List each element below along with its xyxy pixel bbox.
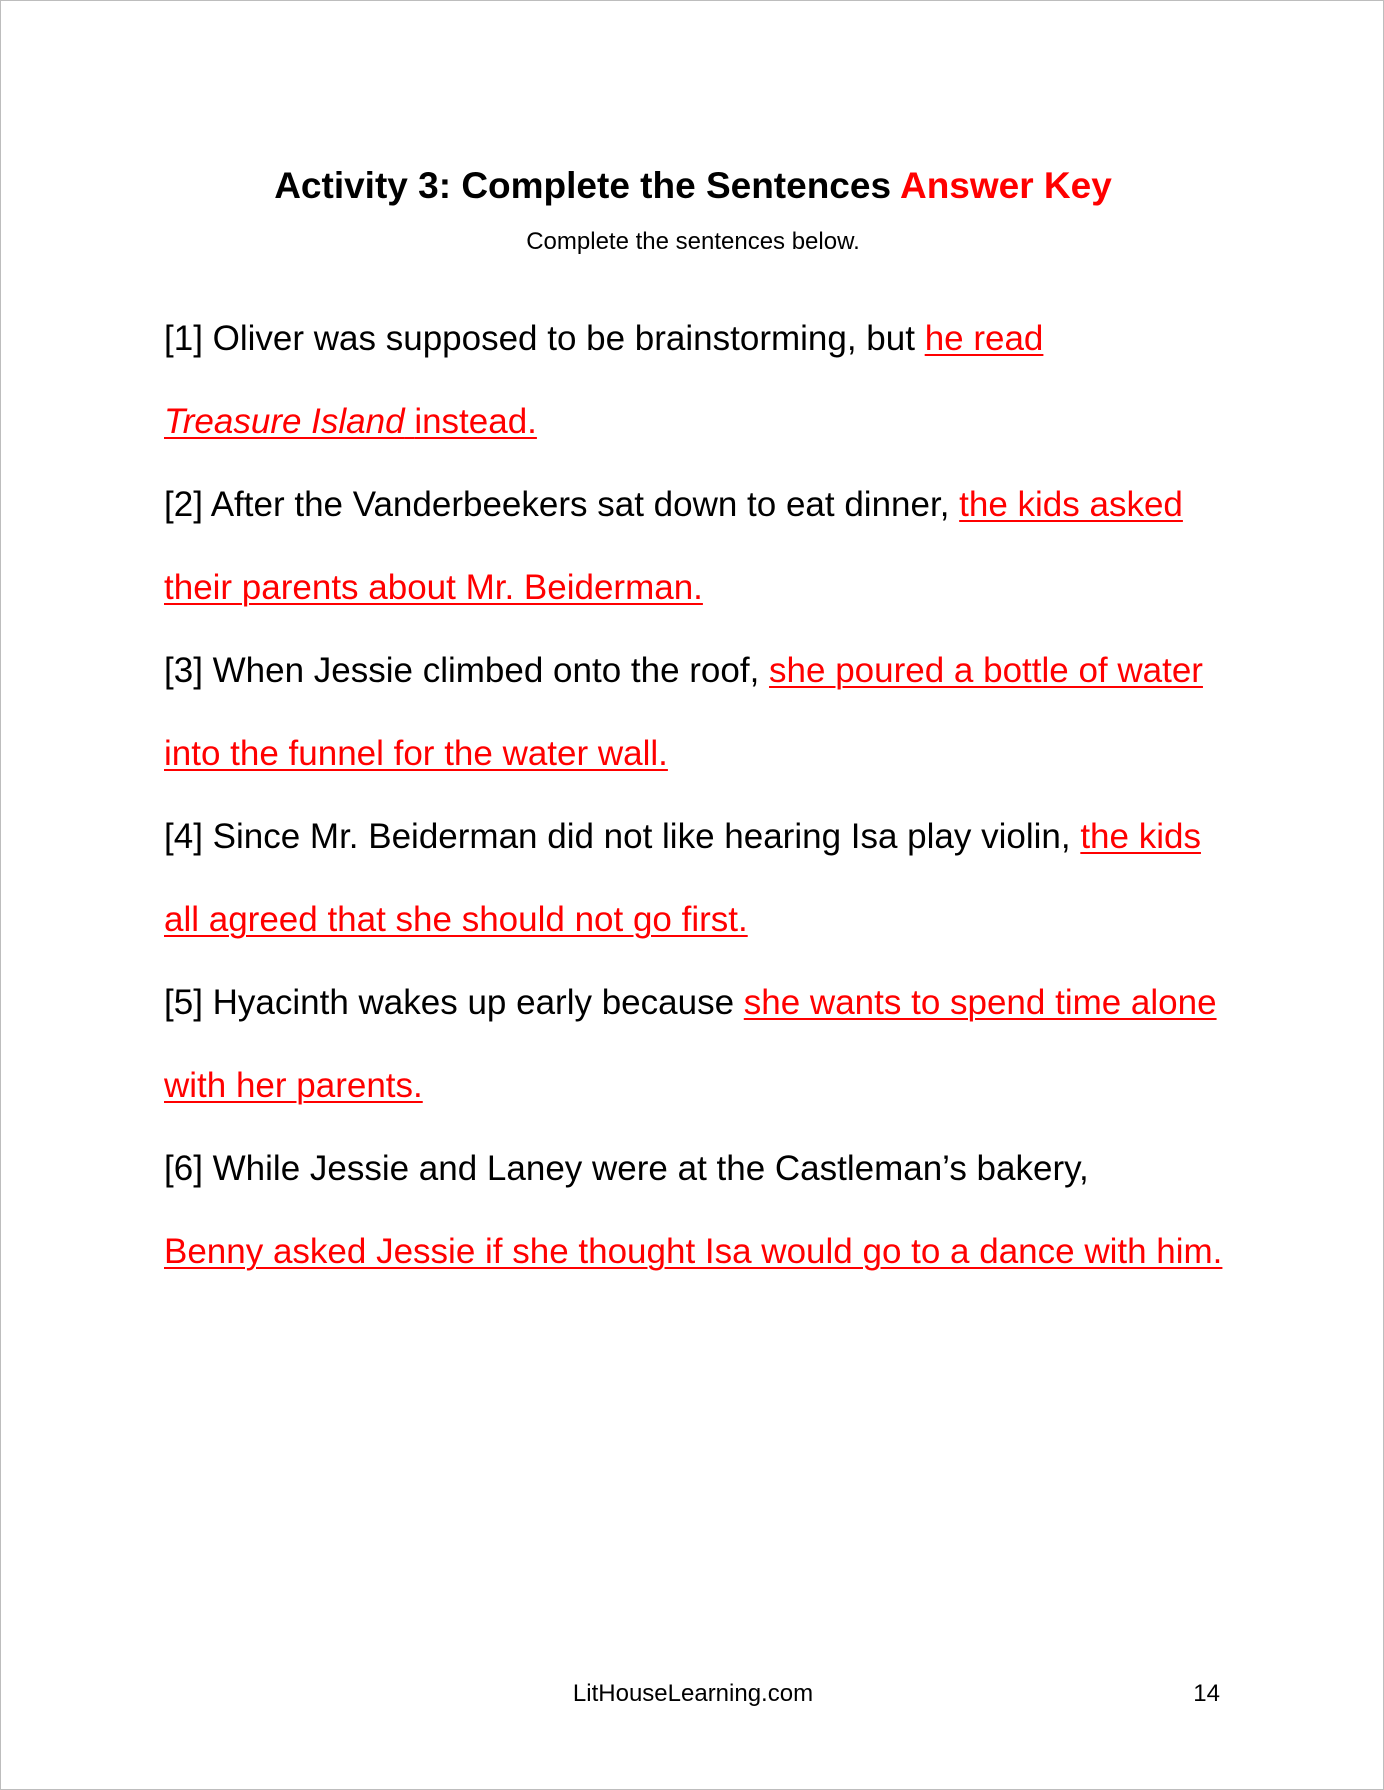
page-title: [1, 163, 1384, 209]
sentence-prompt: [5] Hyacinth wakes up early because: [164, 983, 735, 1022]
sentence-3: [164, 629, 1239, 795]
answer-suffix: instead.: [414, 402, 537, 441]
sentence-prompt: [2] After the Vanderbeekers sat down to eat dinner,: [164, 485, 950, 524]
sentence-list: [164, 297, 1239, 1293]
sentence-prompt: [3] When Jessie climbed onto the roof,: [164, 651, 760, 690]
sentence-4: [164, 795, 1239, 961]
answer-prefix: he read: [924, 319, 1044, 358]
sentence-answer: the kids all agreed that she should not go first.: [164, 817, 1201, 939]
sentence-prompt: [6] While Jessie and Laney were at the Castleman’s bakery,: [164, 1149, 1089, 1188]
instructions: Complete the sentences below.: [526, 228, 860, 255]
sentence-prompt: [4] Since Mr. Beiderman did not like hearing Isa play violin,: [164, 817, 1071, 856]
sentence-2: [164, 463, 1239, 629]
sentence-answer: she wants to spend time alone with her parents.: [164, 983, 1217, 1105]
sentence-prompt: [1] Oliver was supposed to be brainstorming, but: [164, 319, 915, 358]
footer-website: LitHouseLearning.com: [572, 1680, 814, 1707]
sentence-6: [164, 1127, 1239, 1293]
book-title: Treasure Island: [164, 402, 405, 441]
sentence-answer: Benny asked Jessie if she thought Isa would go to a dance with him.: [164, 1232, 1223, 1271]
sentence-answer: she poured a bottle of water into the funnel for the water wall.: [164, 651, 1203, 773]
sentence-answer: the kids asked their parents about Mr. Beiderman.: [164, 485, 1183, 607]
page-number: 14: [1193, 1680, 1220, 1707]
sentence-1: [164, 297, 1239, 463]
title-text: Activity 3: Complete the Sentences: [274, 165, 892, 206]
sentence-5: [164, 961, 1239, 1127]
answer-key-label: Answer Key: [899, 165, 1112, 206]
